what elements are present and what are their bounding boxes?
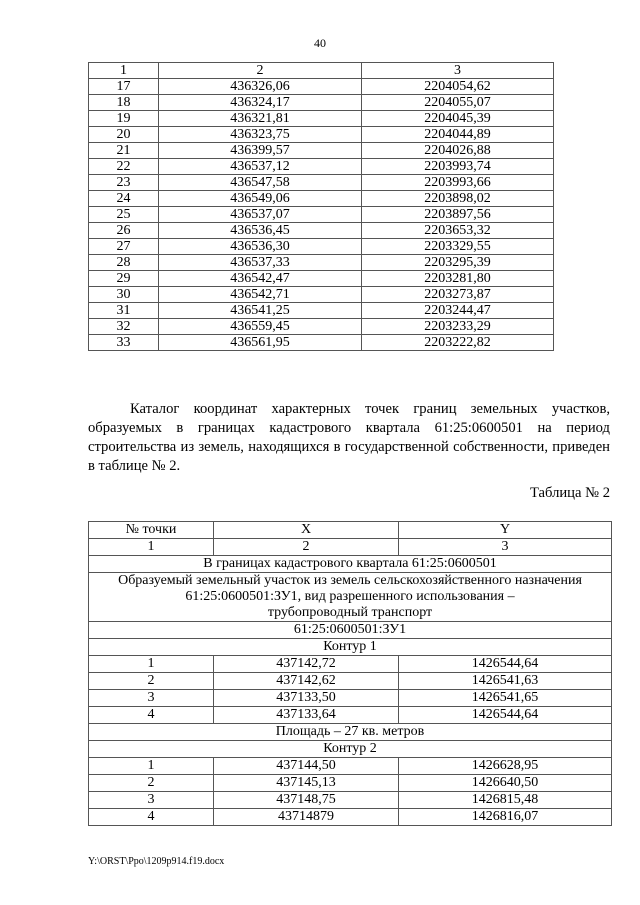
contour-row	[89, 741, 612, 758]
table-cell: 2203222,82	[362, 335, 554, 351]
table-row	[89, 335, 554, 351]
table-cell: 436537,33	[159, 255, 362, 271]
text-line: трубопроводный транспорт	[267, 605, 433, 620]
table-row	[89, 175, 554, 191]
table-row	[89, 792, 612, 809]
table-row	[89, 775, 612, 792]
table-cell: 437144,50	[214, 758, 399, 775]
table-cell: 437142,72	[214, 656, 399, 673]
contour-row	[89, 639, 612, 656]
table-cell: 33	[89, 335, 159, 351]
table-cell: 2204045,39	[362, 111, 554, 127]
header-row	[89, 522, 612, 539]
coordinates-table-2	[88, 521, 612, 826]
table-cell: 17	[89, 79, 159, 95]
parcel-description-row-cell	[89, 573, 612, 622]
parcel-id-row-cell: 61:25:0600501:ЗУ1	[89, 622, 612, 639]
table-cell: 437148,75	[214, 792, 399, 809]
table-cell: 436326,06	[159, 79, 362, 95]
table-cell: 2203993,74	[362, 159, 554, 175]
table-cell: 436559,45	[159, 319, 362, 335]
table-cell: 1	[89, 656, 214, 673]
table-row	[89, 707, 612, 724]
table-cell: 437145,13	[214, 775, 399, 792]
coordinates-table-continued	[88, 62, 554, 351]
table-cell: 28	[89, 255, 159, 271]
table-cell: 2203273,87	[362, 287, 554, 303]
table-cell: 436324,17	[159, 95, 362, 111]
table-cell: 2203898,02	[362, 191, 554, 207]
table-cell: 1	[89, 539, 214, 556]
table-cell: 437133,50	[214, 690, 399, 707]
table-cell: 2203233,29	[362, 319, 554, 335]
table-cell: 26	[89, 223, 159, 239]
parcel-description-row	[89, 573, 612, 622]
table-cell: 2203897,56	[362, 207, 554, 223]
table-row	[89, 223, 554, 239]
catalog-paragraph	[88, 400, 610, 476]
table-row	[89, 303, 554, 319]
table-cell: 2203281,80	[362, 271, 554, 287]
table-cell: 2	[214, 539, 399, 556]
table-row	[89, 287, 554, 303]
table-cell: 2204044,89	[362, 127, 554, 143]
table-cell: 32	[89, 319, 159, 335]
table-cell: Y	[399, 522, 612, 539]
table-cell: 1426541,63	[399, 673, 612, 690]
table-cell: 1	[89, 63, 159, 79]
header-row	[89, 63, 554, 79]
table-cell: 2	[159, 63, 362, 79]
table-cell: 23	[89, 175, 159, 191]
table-cell: 21	[89, 143, 159, 159]
table-cell: 1426815,48	[399, 792, 612, 809]
quarter-row	[89, 556, 612, 573]
table-cell: 437142,62	[214, 673, 399, 690]
table-cell: 437133,64	[214, 707, 399, 724]
table-cell: 2203329,55	[362, 239, 554, 255]
table-cell: 436399,57	[159, 143, 362, 159]
table-cell: 2203653,32	[362, 223, 554, 239]
table-cell: 1426544,64	[399, 707, 612, 724]
table-cell: 2	[89, 775, 214, 792]
text-line: Образуемый земельный участок из земель сельскохозяйственного назначения	[118, 573, 582, 588]
table-cell: 30	[89, 287, 159, 303]
contour-row-cell: Контур 2	[89, 741, 612, 758]
table-cell: 1426816,07	[399, 809, 612, 826]
table-cell: 1426640,50	[399, 775, 612, 792]
table-cell: 43714879	[214, 809, 399, 826]
table-row	[89, 809, 612, 826]
table-cell: № точки	[89, 522, 214, 539]
table-row	[89, 673, 612, 690]
table-cell: 3	[399, 539, 612, 556]
table-row	[89, 207, 554, 223]
table-cell: 436537,07	[159, 207, 362, 223]
contour-row-cell: Контур 1	[89, 639, 612, 656]
table-row	[89, 191, 554, 207]
table-row	[89, 758, 612, 775]
file-path-footer: Y:\ORST\Ppo\1209p914.f19.docx	[88, 856, 225, 867]
text-line: 61:25:0600501:ЗУ1, вид разрешенного использования –	[185, 589, 515, 604]
table-row	[89, 111, 554, 127]
table-row	[89, 79, 554, 95]
table-cell: 18	[89, 95, 159, 111]
table-cell: 1426628,95	[399, 758, 612, 775]
table-cell: 436537,12	[159, 159, 362, 175]
table-cell: 436542,71	[159, 287, 362, 303]
table-row	[89, 127, 554, 143]
table-row	[89, 319, 554, 335]
table-row	[89, 239, 554, 255]
table-row	[89, 95, 554, 111]
table-cell: 31	[89, 303, 159, 319]
table-cell: X	[214, 522, 399, 539]
table-cell: 2204055,07	[362, 95, 554, 111]
table-cell: 436536,45	[159, 223, 362, 239]
table-cell: 436549,06	[159, 191, 362, 207]
table2-caption: Таблица № 2	[530, 485, 610, 501]
column-number-row	[89, 539, 612, 556]
table-row	[89, 271, 554, 287]
table-cell: 4	[89, 707, 214, 724]
table-cell: 1426541,65	[399, 690, 612, 707]
table-cell: 1426544,64	[399, 656, 612, 673]
table-cell: 20	[89, 127, 159, 143]
table-cell: 436536,30	[159, 239, 362, 255]
table-cell: 436321,81	[159, 111, 362, 127]
table-cell: 2204054,62	[362, 79, 554, 95]
table-cell: 24	[89, 191, 159, 207]
quarter-row-cell: В границах кадастрового квартала 61:25:0600501	[89, 556, 612, 573]
table-cell: 2203295,39	[362, 255, 554, 271]
table-cell: 436541,25	[159, 303, 362, 319]
table-cell: 4	[89, 809, 214, 826]
parcel-id-row	[89, 622, 612, 639]
table-cell: 436547,58	[159, 175, 362, 191]
paragraph-text: Каталог координат характерных точек границ земельных участков, образуемых в границах кадастрового квартала 61:25:0600501 на период строительства из земель, находящихся в государственной собственности, приведен в таблице № 2.	[88, 401, 610, 474]
table-cell: 2	[89, 673, 214, 690]
table-cell: 2204026,88	[362, 143, 554, 159]
table-cell: 27	[89, 239, 159, 255]
table-row	[89, 255, 554, 271]
table-cell: 19	[89, 111, 159, 127]
table-cell: 436542,47	[159, 271, 362, 287]
table-cell: 2203244,47	[362, 303, 554, 319]
table-row	[89, 656, 612, 673]
table-cell: 2203993,66	[362, 175, 554, 191]
table-row	[89, 159, 554, 175]
table-cell: 3	[89, 792, 214, 809]
table-cell: 22	[89, 159, 159, 175]
table-cell: 3	[362, 63, 554, 79]
table-cell: 3	[89, 690, 214, 707]
table-cell: 436323,75	[159, 127, 362, 143]
table-cell: 29	[89, 271, 159, 287]
area-row	[89, 724, 612, 741]
table-cell: 436561,95	[159, 335, 362, 351]
page-number: 40	[314, 36, 326, 50]
table-row	[89, 690, 612, 707]
table-cell: 25	[89, 207, 159, 223]
area-row-cell: Площадь – 27 кв. метров	[89, 724, 612, 741]
table-cell: 1	[89, 758, 214, 775]
table-row	[89, 143, 554, 159]
